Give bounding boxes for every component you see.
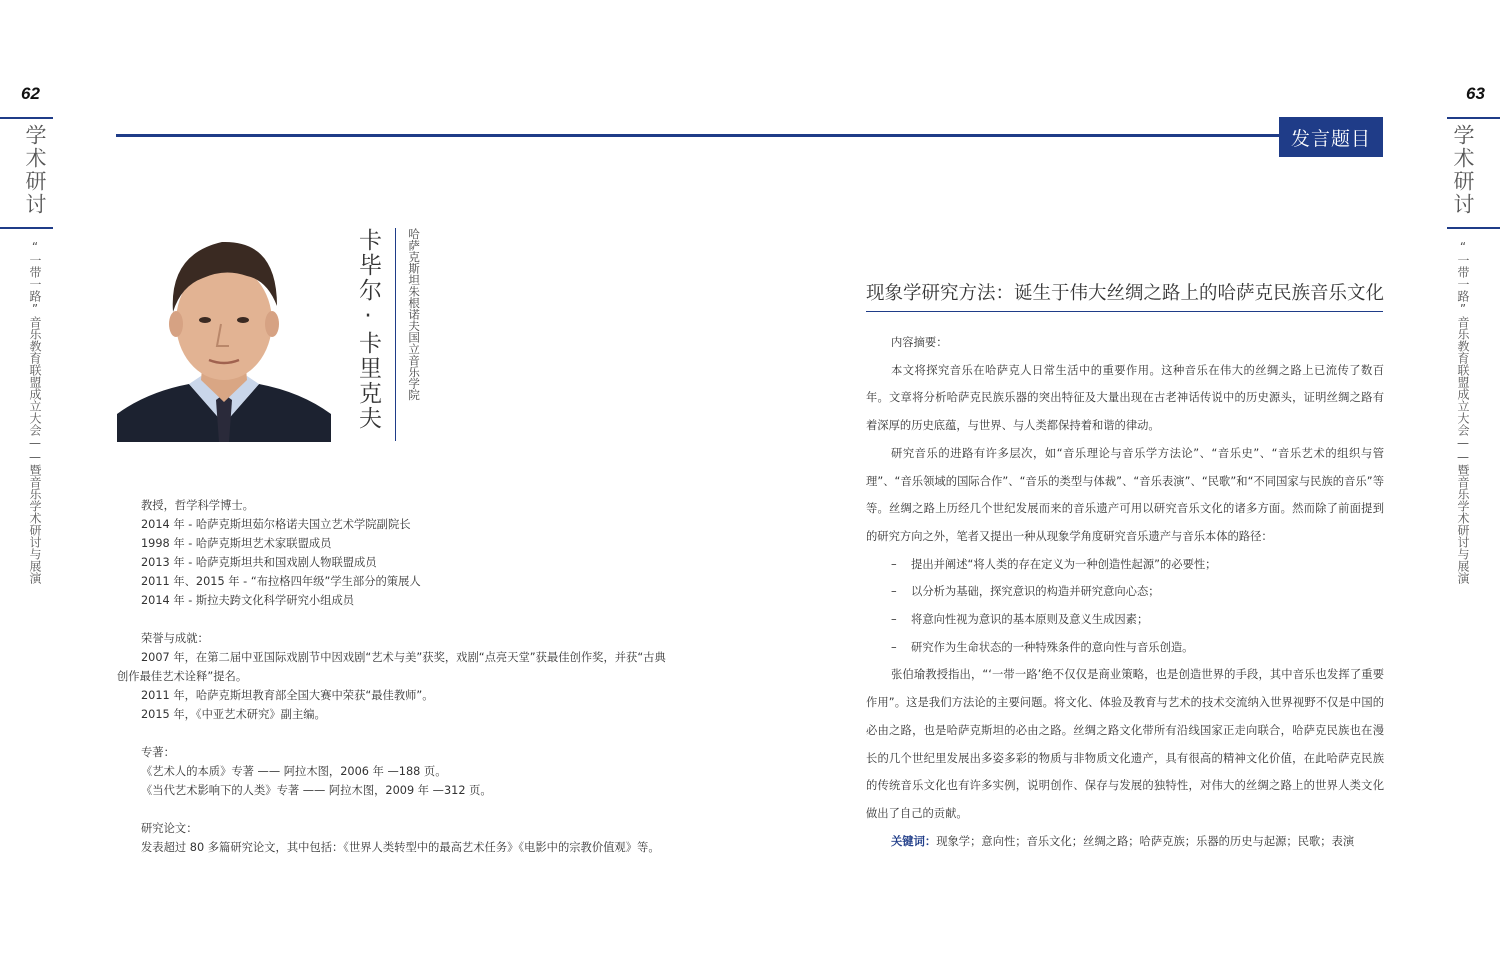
bio-position: 1998 年 - 哈萨克斯坦艺术家联盟成员	[141, 537, 332, 550]
honor-item: 2015 年，《中亚艺术研究》副主编。	[141, 708, 326, 721]
speaker-institution: 哈萨克斯坦朱根诺夫国立音乐学院	[407, 228, 422, 401]
bullet-mark: –	[891, 613, 897, 627]
works-heading: 专著：	[141, 746, 175, 759]
honors-heading: 荣誉与成就：	[141, 632, 209, 645]
keywords-line	[866, 828, 1384, 856]
article-body	[866, 329, 1384, 855]
papers-heading: 研究论文：	[141, 822, 198, 835]
papers-text: 发表超过 80 多篇研究论文，其中包括：《世界人类转型中的最高艺术任务》《电影中的宗教价值观》等。	[141, 841, 660, 854]
bullet-mark: –	[891, 585, 897, 599]
header-rule	[116, 134, 1282, 137]
work-item: 《当代艺术影响下的人类》专著 —— 阿拉木图，2009 年 —312 页。	[141, 784, 492, 797]
bullet-text: 提出并阐述“将人类的存在定义为一种创造性起源”的必要性；	[911, 557, 1217, 571]
side-rule-top-left	[0, 117, 53, 119]
bullet-item	[866, 551, 1384, 579]
bio-position: 2011 年、2015 年 - “布拉格四年级”学生部分的策展人	[141, 575, 421, 588]
side-rule-bottom-left	[0, 227, 53, 229]
page-number-left: 62	[21, 84, 40, 103]
bio-intro: 教授，哲学科学博士。	[141, 499, 254, 512]
article-title: 现象学研究方法：诞生于伟大丝绸之路上的哈萨克民族音乐文化	[866, 283, 1385, 304]
speaker-bio	[117, 496, 677, 857]
article-title-rule	[866, 311, 1383, 312]
bio-position: 2014 年 - 斯拉夫跨文化科学研究小组成员	[141, 594, 355, 607]
work-item: 《艺术人的本质》专著 —— 阿拉木图，2006 年 —188 页。	[141, 765, 447, 778]
section-title-left: 学术研讨	[23, 124, 47, 216]
page-number-right: 63	[1466, 84, 1485, 103]
honor-item: 2011 年，哈萨克斯坦教育部全国大赛中荣获“最佳教师”。	[141, 689, 434, 702]
section-subtitle-right: “一带一路”音乐教育联盟成立大会——暨音乐学术研讨与展演	[1456, 240, 1470, 584]
bullet-mark: –	[891, 557, 897, 571]
bullet-item	[866, 578, 1384, 606]
topic-badge: 发言题目	[1279, 117, 1383, 157]
bio-position: 2014 年 - 哈萨克斯坦茹尔格诺夫国立艺术学院副院长	[141, 518, 411, 531]
name-divider	[395, 228, 396, 441]
abstract-paragraph: 本文将探究音乐在哈萨克人日常生活中的重要作用。这种音乐在伟大的丝绸之路上已流传了数百年。文章将分析哈萨克民族乐器的突出特征及大量出现在古老神话传说中的历史源头，证明丝绸之路有着深厚的历史底蕴，与世界、与人类都保持着和谐的律动。	[866, 363, 1384, 433]
bullet-item	[866, 606, 1384, 634]
abstract-paragraph: 张伯瑜教授指出，“‘一带一路’绝不仅仅是商业策略，也是创造世界的手段，其中音乐也发挥了重要作用”。这是我们方法论的主要问题。将文化、体验及教育与艺术的技术交流纳入世界视野不仅是中国的必由之路，也是哈萨克斯坦的必由之路。丝绸之路文化带所有沿线国家正走向联合，哈萨克民族也在漫长的几个世纪里发展出多姿多彩的物质与非物质文化遗产，具有很高的精神文化价值，在此哈萨克民族的传统音乐文化也有许多实例，说明创作、保存与发展的独特性，对伟大的丝绸之路上的世界人类文化做出了自己的贡献。	[866, 668, 1384, 820]
abstract-paragraph: 研究音乐的进路有许多层次，如“音乐理论与音乐学方法论”、“音乐史”、“音乐艺术的组织与管理”、“音乐领域的国际合作”、“音乐的类型与体裁”、“音乐表演”、“民歌”和“不同国家与民族的音乐”等等。丝绸之路上历经几个世纪发展而来的音乐遗产可用以研究音乐文化的诸多方面。然而除了前面提到的研究方向之外，笔者又提出一种从现象学角度研究音乐遗产与音乐本体的路径：	[866, 446, 1384, 543]
keywords-label: 关键词：	[891, 834, 937, 848]
speaker-name: 卡毕尔·卡里克夫	[355, 228, 381, 431]
bio-position: 2013 年 - 哈萨克斯坦共和国戏剧人物联盟成员	[141, 556, 377, 569]
abstract-label: 内容摘要：	[891, 336, 948, 349]
bullet-item	[866, 634, 1384, 662]
bullet-text: 以分析为基础，探究意识的构造并研究意向心态；	[911, 585, 1160, 599]
section-subtitle-left: “一带一路”音乐教育联盟成立大会——暨音乐学术研讨与展演	[28, 240, 42, 584]
side-rule-bottom-right	[1447, 227, 1500, 229]
side-rule-top-right	[1447, 117, 1500, 119]
keywords-text: 现象学；意向性；音乐文化；丝绸之路；哈萨克族；乐器的历史与起源；民歌；表演	[936, 834, 1355, 848]
bullet-text: 将意向性视为意识的基本原则及意义生成因素；	[911, 613, 1149, 627]
bullet-mark: –	[891, 640, 897, 654]
honor-item: 2007 年，在第二届中亚国际戏剧节中因戏剧“艺术与美”获奖，戏剧“点亮天堂”获最佳创作奖，并获“古典创作最佳艺术诠释”提名。	[117, 651, 666, 683]
section-title-right: 学术研讨	[1451, 124, 1475, 216]
bullet-text: 研究作为生命状态的一种特殊条件的意向性与音乐创造。	[911, 640, 1194, 654]
portrait-photo-icon	[117, 224, 331, 442]
speaker-portrait	[117, 224, 331, 442]
